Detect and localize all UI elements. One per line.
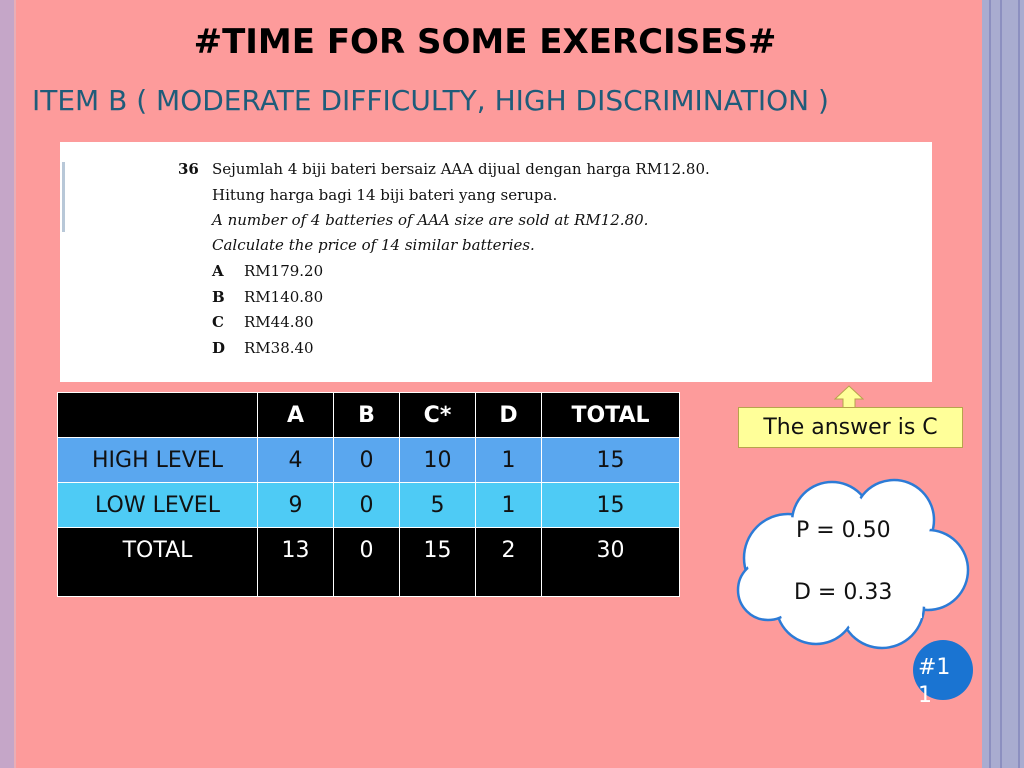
slide-title: #TIME FOR SOME EXERCISES# <box>193 22 777 62</box>
table-cell: 9 <box>258 483 334 528</box>
table-header-cell: A <box>258 393 334 438</box>
option-letter: B <box>212 288 225 306</box>
table-header-cell: C* <box>400 393 476 438</box>
right-border-line <box>1000 0 1002 768</box>
table-cell: TOTAL <box>58 528 258 597</box>
question-line-english: Calculate the price of 14 similar batteries. <box>212 236 535 254</box>
table-cell: 4 <box>258 438 334 483</box>
answer-callout: The answer is C <box>738 407 963 448</box>
table-header-row <box>58 393 680 438</box>
table-header-cell: D <box>476 393 542 438</box>
question-line-malay: Hitung harga bagi 14 biji bateri yang serupa. <box>212 186 558 204</box>
table-row-total <box>58 528 680 597</box>
option-text: RM44.80 <box>244 313 314 331</box>
table-cell: 2 <box>476 528 542 597</box>
option-text: RM38.40 <box>244 339 314 357</box>
scan-edge-mark <box>62 162 65 232</box>
table-cell: 1 <box>476 438 542 483</box>
table-cell: HIGH LEVEL <box>58 438 258 483</box>
table-cell: LOW LEVEL <box>58 483 258 528</box>
table-header-cell: B <box>334 393 400 438</box>
table-cell: 0 <box>334 528 400 597</box>
table-cell: 30 <box>542 528 680 597</box>
cloud-shape <box>732 478 970 650</box>
question-number: 36 <box>178 160 199 178</box>
table-header-cell <box>58 393 258 438</box>
left-border-line <box>14 0 16 768</box>
table-row-high-level <box>58 438 680 483</box>
option-text: RM140.80 <box>244 288 324 306</box>
item-analysis-table <box>57 392 680 597</box>
cloud-icon <box>732 478 970 650</box>
option-text: RM179.20 <box>244 262 324 280</box>
question-line-english: A number of 4 batteries of AAA size are sold at RM12.80. <box>212 211 649 229</box>
right-border-line <box>1018 0 1020 768</box>
slide-subtitle: ITEM B ( MODERATE DIFFICULTY, HIGH DISCRIMINATION ) <box>32 84 829 117</box>
table-cell: 1 <box>476 483 542 528</box>
table-cell: 5 <box>400 483 476 528</box>
question-image <box>60 142 932 382</box>
callout-pointer-arrow <box>834 385 864 409</box>
table-header-cell: TOTAL <box>542 393 680 438</box>
table-cell: 0 <box>334 438 400 483</box>
table-cell: 13 <box>258 528 334 597</box>
table-cell: 10 <box>400 438 476 483</box>
option-letter: C <box>212 313 224 331</box>
right-border-line <box>989 0 991 768</box>
slide-number-text: #11 <box>918 655 951 708</box>
d-value-text: D = 0.33 <box>794 580 893 605</box>
table-row-low-level <box>58 483 680 528</box>
question-line-malay: Sejumlah 4 biji bateri bersaiz AAA dijual dengan harga RM12.80. <box>212 160 710 178</box>
left-border-stripe <box>0 0 14 768</box>
slide-number-badge <box>913 640 973 708</box>
table-cell: 15 <box>542 438 680 483</box>
option-letter: D <box>212 339 226 357</box>
option-letter: A <box>212 262 224 280</box>
p-value-text: P = 0.50 <box>796 518 891 543</box>
table-cell: 15 <box>400 528 476 597</box>
table-cell: 0 <box>334 483 400 528</box>
table-cell: 15 <box>542 483 680 528</box>
